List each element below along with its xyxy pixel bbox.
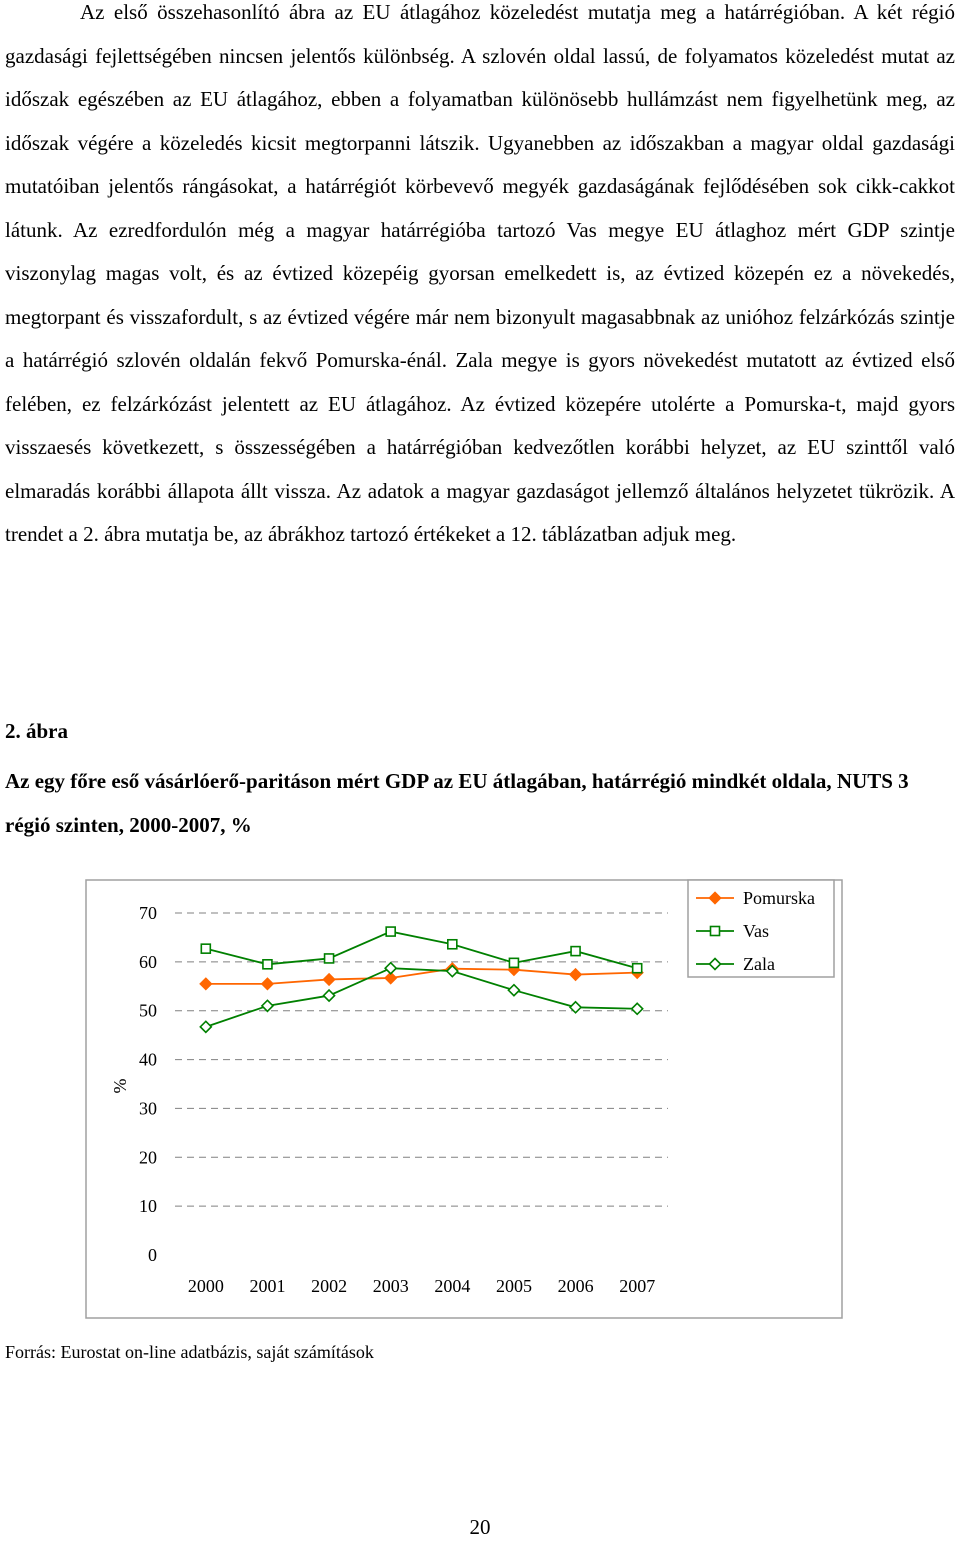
figure-number: 2. ábra [5,719,68,743]
legend-marker-vas [711,927,720,936]
y-axis-label: % [110,1078,130,1094]
y-tick-label: 60 [139,951,157,972]
legend-label-zala: Zala [743,954,775,974]
source-note: Forrás: Eurostat on-line adatbázis, saját számítások [5,1342,374,1362]
x-tick-label: 2006 [557,1276,594,1296]
x-tick-label: 2000 [187,1276,224,1296]
data-point-vas [509,958,518,967]
data-point-vas [263,960,272,969]
data-point-pomurska [200,978,211,989]
y-tick-label: 30 [139,1098,157,1119]
y-tick-label: 20 [139,1147,157,1168]
data-point-pomurska [570,969,581,980]
x-tick-label: 2002 [311,1276,348,1296]
data-point-vas [325,954,334,963]
data-point-vas [571,947,580,956]
x-tick-label: 2005 [495,1276,532,1296]
y-tick-label: 40 [139,1049,157,1070]
x-tick-label: 2007 [619,1276,656,1296]
data-point-zala [508,985,519,996]
body-paragraph: Az első összehasonlító ábra az EU átlagához közeledést mutatja meg a határrégióban. A két régió gazdasági fejlettségében nincsen jelentős különbség. A szlovén oldal lassú, de folyamatos közeledést mutat az időszak egészében az EU átlagához, ebben a folyamatban különösebb hullámzást nem figyelhetünk meg, az időszak végére a közeledés kicsit megtorpanni látszik. Ugyanebben az időszakban a magyar oldal gazdasági mutatóiban jelentős rángásokat, a határrégiót körbevevő megyék gazdaságának fejlődésében sok cikk-cakkot látunk. Az ezredfordulón még a magyar határrégióba tartozó Vas megye EU átlaghoz mért GDP szintje viszonylag magas volt, és az évtized közepéig gyorsan emelkedett is, az évtized közepén ez a növekedés, megtorpant és visszafordult, s az évtized végére már nem bizonyult magasabbnak az unióhoz felzárkózás szintje a határrégió szlovén oldalán fekvő Pomurska-énál. Zala megye is gyors növekedést mutatott az évtized első felében, ez felzárkózást jelentett az EU átlagához. Az évtized közepére utolérte a Pomurska-t, majd gyors visszaesés következett, s összességében a határrégióban kedvezőtlen korábbi helyzet, az EU szinttől való elmaradás korábbi állapota állt vissza. Az adatok a magyar gazdaságot jellemző általános helyzetet tükrözik. A trendet a 2. ábra mutatja be, az ábrákhoz tartozó értékeket a 12. táblázatban adjuk meg. [5,0,955,546]
data-point-zala [632,1003,643,1014]
data-point-pomurska [262,978,273,989]
x-tick-label: 2003 [372,1276,409,1296]
legend-label-pomurska: Pomurska [743,888,815,908]
data-point-vas [448,940,457,949]
y-tick-label: 10 [139,1196,157,1217]
page-number: 20 [469,1515,491,1539]
data-point-zala [262,1000,273,1011]
data-point-vas [386,927,395,936]
legend-label-vas: Vas [743,921,769,941]
y-tick-label: 70 [139,903,157,923]
data-point-vas [633,964,642,973]
data-point-zala [200,1021,211,1032]
data-point-zala [324,990,335,1001]
data-point-zala [385,963,396,974]
y-tick-label: 0 [148,1245,157,1265]
figure-title: Az egy főre eső vásárlóerő-paritáson mért GDP az EU átlagában, határrégió mindkét oldala, NUTS 3 régió szinten, 2000-2007, % [5,769,909,837]
data-point-pomurska [324,974,335,985]
y-tick-label: 50 [139,1000,157,1021]
x-tick-label: 2004 [434,1276,471,1296]
x-tick-label: 2001 [249,1276,286,1296]
data-point-vas [201,944,210,953]
